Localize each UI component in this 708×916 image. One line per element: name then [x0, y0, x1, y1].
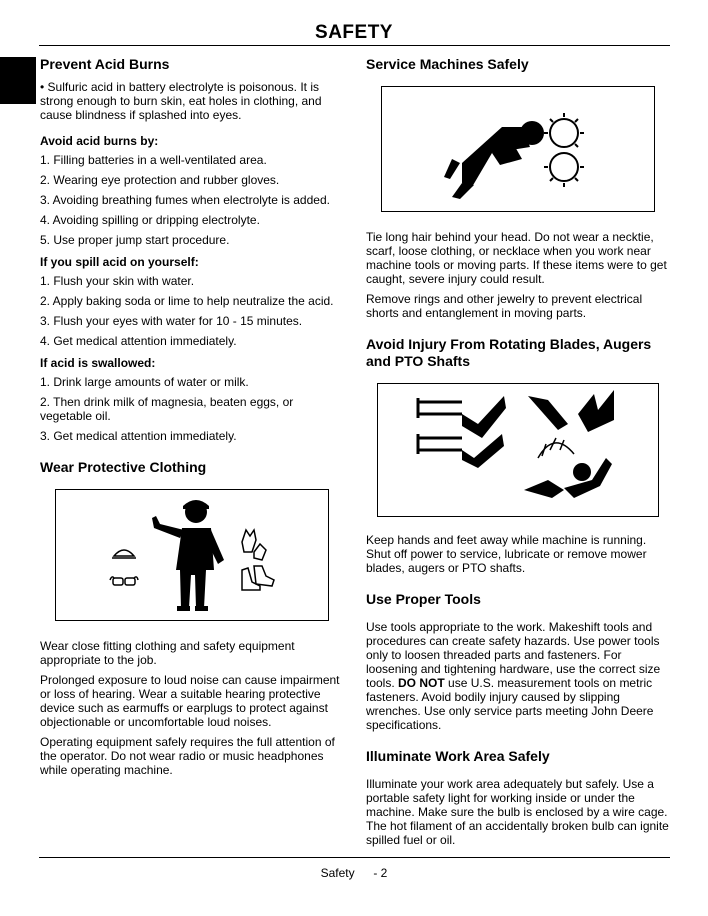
list-item: 2. Apply baking soda or lime to help neutralize the acid.: [40, 294, 334, 308]
list-item: 1. Drink large amounts of water or milk.: [40, 375, 249, 389]
list-item: 3. Get medical attention immediately.: [40, 429, 237, 443]
tools-text: Use tools appropriate to the work. Makeshift tools and procedures can create safety hazards. Use power tools only to loosen threaded parts and fasteners. For loosening and tightening hardware, use the correct size tools.: [366, 620, 661, 690]
light-paragraph: Illuminate your work area adequately but safely. Use a portable safety light for working inside or under the machine. Make sure the bulb is enclosed by a wire cage. The hot filament of an accidentally broken bulb can ignite spilled fuel or oil.: [366, 777, 669, 847]
clothing-paragraph: Wear close fitting clothing and safety equipment appropriate to the job.: [40, 639, 295, 667]
service-machines-figure: [381, 86, 655, 212]
avoid-heading: Avoid acid burns by:: [40, 134, 159, 148]
service-paragraph: Tie long hair behind your head. Do not wear a necktie, scarf, loose clothing, or necklace when you work near machine tools or moving parts. If these items were to get caught, severe injury could result.: [366, 230, 667, 286]
clothing-heading: Wear Protective Clothing: [40, 459, 207, 475]
left-column: [40, 56, 344, 783]
protective-clothing-illustration: [56, 490, 328, 620]
tools-emphasis: DO NOT: [398, 676, 445, 690]
acid-intro: • Sulfuric acid in battery electrolyte is poisonous. It is strong enough to burn skin, eat holes in clothing, and cause blindness if splashed into eyes.: [40, 80, 322, 122]
list-item: 2. Then drink milk of magnesia, beaten eggs, or vegetable oil.: [40, 395, 294, 423]
header-rule: [39, 45, 670, 46]
footer-page-number: - 2: [373, 866, 388, 880]
tools-heading: Use Proper Tools: [366, 591, 481, 607]
clothing-paragraph: Operating equipment safely requires the full attention of the operator. Do not wear radio or music headphones while operating machine.: [40, 735, 335, 777]
rotating-blades-figure: [377, 383, 659, 517]
footer-section: Safety: [320, 866, 355, 880]
page-footer: [0, 866, 708, 880]
protective-clothing-figure: [55, 489, 329, 621]
right-column: [366, 56, 670, 853]
section-tab-marker: [0, 57, 36, 104]
blades-paragraph: Keep hands and feet away while machine is running. Shut off power to service, lubricate or remove mower blades, augers or PTO shafts.: [366, 533, 647, 575]
spill-list: [40, 274, 344, 348]
list-item: 5. Use proper jump start procedure.: [40, 233, 230, 247]
swallow-list: [40, 375, 344, 443]
clothing-paragraph: Prolonged exposure to loud noise can cause impairment or loss of hearing. Wear a suitable hearing protective device such as earmuffs or earplugs to protect against objectionable or uncomfortable loud noises.: [40, 673, 340, 729]
list-item: 1. Filling batteries in a well-ventilated area.: [40, 153, 267, 167]
avoid-list: [40, 153, 344, 247]
list-item: 1. Flush your skin with water.: [40, 274, 195, 288]
page-title: SAFETY: [315, 22, 393, 43]
service-heading: Service Machines Safely: [366, 56, 529, 72]
spill-heading: If you spill acid on yourself:: [40, 255, 199, 269]
swallow-heading: If acid is swallowed:: [40, 356, 156, 370]
tools-paragraph: [366, 620, 670, 732]
list-item: 4. Avoiding spilling or dripping electrolyte.: [40, 213, 260, 227]
light-heading: Illuminate Work Area Safely: [366, 748, 550, 764]
list-item: 3. Avoiding breathing fumes when electrolyte is added.: [40, 193, 330, 207]
acid-heading: Prevent Acid Burns: [40, 56, 170, 72]
footer-rule: [39, 857, 670, 858]
tools-text-rest: use U.S. measurement tools on metric fasteners. Avoid bodily injury caused by slipping wrenches. Use only service parts meeting John Deere specifications.: [366, 676, 654, 732]
rotating-blades-illustration: [378, 384, 658, 516]
entanglement-illustration: [382, 87, 654, 211]
list-item: 3. Flush your eyes with water for 10 - 15 minutes.: [40, 314, 303, 328]
list-item: 2. Wearing eye protection and rubber gloves.: [40, 173, 280, 187]
blades-heading: Avoid Injury From Rotating Blades, Augers and PTO Shafts: [366, 336, 652, 369]
service-paragraph: Remove rings and other jewelry to prevent electrical shorts and entanglement in moving parts.: [366, 292, 643, 320]
list-item: 4. Get medical attention immediately.: [40, 334, 237, 348]
